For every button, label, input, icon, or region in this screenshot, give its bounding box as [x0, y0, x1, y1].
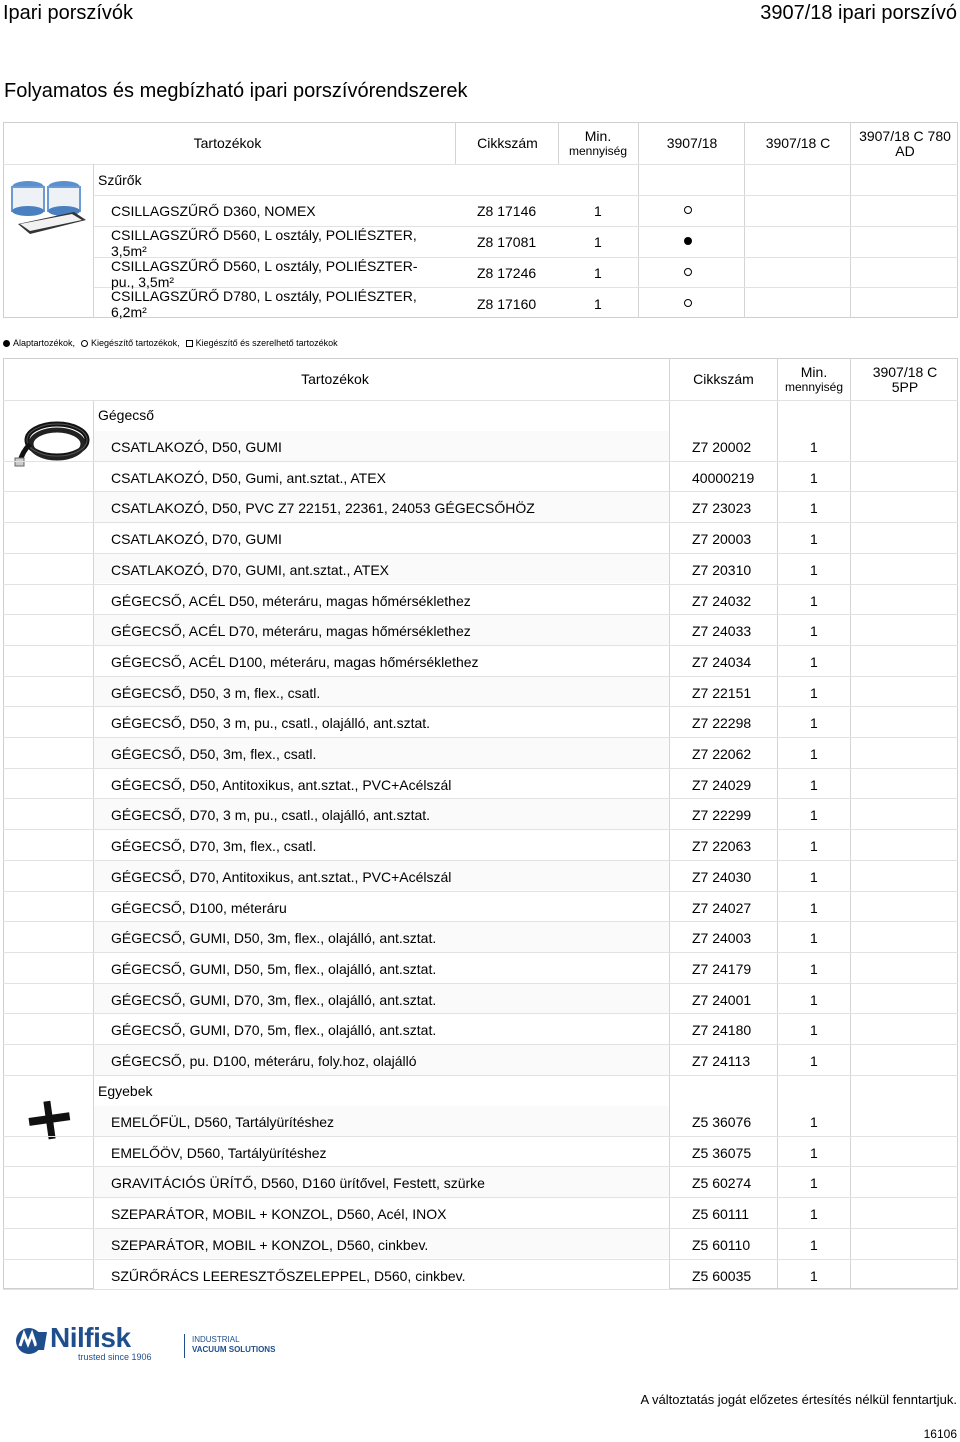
accessory-name: GÉGECSŐ, D50, 3 m, pu., csatl., olajálló, ant.sztat. [111, 715, 431, 732]
model-line2: 5PP [891, 379, 919, 395]
accessory-qty: 1 [810, 561, 818, 578]
filter-row-2-name [111, 227, 417, 259]
accessory-name: CSATLAKOZÓ, D50, PVC Z7 22151, 22361, 24053 GÉGECSŐHÖZ [111, 500, 535, 517]
row-divider [3, 1075, 958, 1076]
accessory-name: SZŰRŐRÁCS LEERESZTŐSZELEPPEL, D560, cinkbev. [111, 1267, 466, 1284]
filter-row-4-qty: 1 [594, 296, 602, 312]
model-3-line1: 3907/18 C 780 [859, 128, 951, 144]
accessory-code: Z7 24033 [692, 623, 752, 640]
accessory-name: GÉGECSŐ, GUMI, D50, 3m, flex., olajálló, ant.sztat. [111, 930, 437, 947]
division-line2: VACUUM SOLUTIONS [192, 1345, 276, 1354]
optional-marker [684, 206, 692, 214]
filter-row-1-code: Z8 17146 [477, 203, 537, 219]
brand-tagline: trusted since 1906 [78, 1352, 152, 1362]
accessory-qty: 1 [810, 1114, 818, 1130]
accessory-name: SZEPARÁTOR, MOBIL + KONZOL, D560, Acél, INOX [111, 1206, 447, 1223]
accessory-qty: 1 [810, 653, 818, 670]
col-header-min [560, 129, 636, 159]
accessory-name: GRAVITÁCIÓS ÜRÍTŐ, D560, D160 ürítővel, Festett, szürke [111, 1175, 485, 1192]
col-header-code: Cikkszám [477, 135, 538, 151]
accessory-code: Z7 22062 [692, 746, 752, 762]
col-divider [558, 122, 559, 164]
accessory-code: Z7 24003 [692, 930, 752, 947]
accessory-name: GÉGECSŐ, GUMI, D70, 5m, flex., olajálló, ant.sztat. [111, 1022, 437, 1039]
accessory-code: Z5 36075 [692, 1144, 752, 1161]
standard-legend-icon [3, 340, 10, 347]
accessory-name: GÉGECSŐ, D50, Antitoxikus, ant.sztat., PVC+Acélszál [111, 776, 452, 793]
col-header-model-1: 3907/18 [666, 135, 718, 151]
col-divider [93, 164, 94, 318]
header-product: 3907/18 ipari porszívó [760, 2, 957, 24]
accessory-qty: 1 [810, 807, 818, 824]
accessory-qty: 1 [810, 1236, 818, 1253]
filter-row-1-qty: 1 [594, 203, 602, 219]
accessory-name: GÉGECSŐ, pu. D100, méteráru, foly.hoz, olajálló [111, 1053, 417, 1069]
accessory-qty: 1 [810, 776, 818, 793]
accessory-name: CSATLAKOZÓ, D70, GUMI, ant.sztat., ATEX [111, 561, 390, 578]
group-label-filters: Szűrők [98, 172, 142, 188]
accessory-qty: 1 [810, 439, 818, 455]
filter-row-3-name [111, 258, 418, 290]
filter-row-4-name [111, 288, 417, 320]
col-header-accessory: Tartozékok [193, 135, 262, 151]
accessory-name: CSATLAKOZÓ, D70, GUMI [111, 531, 282, 548]
model-line1: 3907/18 C [872, 364, 938, 380]
filter-row-3-name-line1: CSILLAGSZŰRŐ D560, L osztály, POLIÉSZTER- [111, 258, 418, 274]
accessory-qty: 1 [810, 838, 818, 855]
accessory-name: CSATLAKOZÓ, D50, Gumi, ant.sztat., ATEX [111, 469, 386, 486]
min-line2: mennyiség [568, 144, 628, 158]
page-subtitle: Folyamatos és megbízható ipari porszívórendszerek [4, 80, 468, 102]
page-header [0, 0, 960, 28]
accessory-name: CSATLAKOZÓ, D50, GUMI [111, 439, 282, 455]
row-divider [3, 400, 958, 401]
accessory-code: Z7 20310 [692, 561, 752, 578]
header-category: Ipari porszívók [3, 2, 134, 24]
accessory-qty: 1 [810, 746, 818, 762]
filter-row-3-qty: 1 [594, 265, 602, 281]
col-header-model-3 [852, 129, 958, 159]
col-header-accessory: Tartozékok [301, 371, 369, 387]
legend-fitted: Kiegészítő és szerelhető tartozékok [195, 338, 338, 348]
optional-marker [684, 299, 692, 307]
col-divider [850, 122, 851, 318]
col-divider [638, 122, 639, 318]
accessory-name: GÉGECSŐ, GUMI, D70, 3m, flex., olajálló, ant.sztat. [111, 991, 437, 1008]
accessory-name: GÉGECSŐ, D50, 3 m, flex., csatl. [111, 684, 321, 701]
min-line2: mennyiség [784, 380, 844, 394]
accessory-qty: 1 [810, 1022, 818, 1039]
legend-optional: Kiegészítő tartozékok, [91, 338, 180, 348]
filter-row-1-name: CSILLAGSZŰRŐ D360, NOMEX [111, 203, 316, 219]
col-header-model [852, 365, 958, 395]
accessory-code: Z5 60111 [692, 1206, 750, 1223]
col-divider [744, 122, 745, 318]
accessory-name: GÉGECSŐ, ACÉL D70, méteráru, magas hőmérséklethez [111, 623, 471, 640]
col-divider [455, 122, 456, 164]
accessory-qty: 1 [810, 960, 818, 977]
accessory-code: Z7 22063 [692, 838, 752, 855]
disclaimer: A változtatás jogát előzetes értesítés nélkül fenntartjuk. [640, 1392, 957, 1407]
accessory-qty: 1 [810, 592, 818, 609]
filter-row-4-name-line1: CSILLAGSZŰRŐ D780, L osztály, POLIÉSZTER, [111, 288, 417, 304]
accessory-name: SZEPARÁTOR, MOBIL + KONZOL, D560, cinkbev. [111, 1236, 429, 1253]
accessory-qty: 1 [810, 531, 818, 548]
accessory-code: Z7 24179 [692, 960, 752, 977]
accessory-qty: 1 [810, 623, 818, 640]
accessory-name: EMELŐFÜL, D560, Tartályürítéshez [111, 1114, 335, 1130]
group-label-misc: Egyebek [98, 1083, 153, 1099]
legend [3, 337, 338, 349]
accessory-code: Z7 24034 [692, 653, 752, 670]
accessory-code: 40000219 [692, 469, 755, 486]
accessory-name: GÉGECSŐ, D70, Antitoxikus, ant.sztat., PVC+Acélszál [111, 868, 452, 885]
brand-name: Nilfisk [50, 1322, 131, 1353]
col-header-code: Cikkszám [693, 371, 754, 387]
filter-product-image [8, 174, 92, 248]
accessory-qty: 1 [810, 1206, 818, 1223]
accessory-name: GÉGECSŐ, D50, 3m, flex., csatl. [111, 746, 317, 762]
accessory-code: Z5 60274 [692, 1175, 752, 1192]
accessory-code: Z7 24001 [692, 991, 752, 1008]
nilfisk-emblem-icon [14, 1326, 50, 1356]
row-divider [3, 164, 958, 165]
accessory-code: Z7 23023 [692, 500, 752, 517]
group-label-hoses: Gégecső [98, 407, 155, 423]
accessory-name: GÉGECSŐ, D70, 3m, flex., csatl. [111, 838, 317, 855]
accessory-code: Z7 24030 [692, 868, 752, 885]
accessory-code: Z7 22151 [692, 684, 752, 701]
accessory-code: Z5 36076 [692, 1114, 752, 1130]
filter-row-2-name-line1: CSILLAGSZŰRŐ D560, L osztály, POLIÉSZTER, [111, 227, 417, 243]
accessory-qty: 1 [810, 469, 818, 486]
accessory-qty: 1 [810, 1175, 818, 1192]
accessory-code: Z7 24180 [692, 1022, 752, 1039]
filter-row-2-qty: 1 [594, 234, 602, 250]
standard-marker [684, 237, 692, 245]
optional-marker [684, 268, 692, 276]
row-divider [3, 1289, 958, 1290]
accessory-code: Z5 60035 [692, 1267, 752, 1284]
accessory-code: Z7 24032 [692, 592, 752, 609]
legend-standard: Alaptartozékok, [13, 338, 76, 348]
col-divider [777, 358, 778, 1289]
col-divider [850, 358, 851, 1289]
col-header-model-2: 3907/18 C [765, 135, 831, 151]
accessory-qty: 1 [810, 930, 818, 947]
filter-row-2-name-line2: 3,5m² [111, 243, 147, 259]
accessory-qty: 1 [810, 500, 818, 517]
logo-divider [184, 1334, 185, 1358]
division-line1: INDUSTRIAL [192, 1335, 240, 1344]
accessory-name: GÉGECSŐ, D70, 3 m, pu., csatl., olajálló, ant.sztat. [111, 807, 431, 824]
accessory-code: Z7 24029 [692, 776, 752, 793]
filter-row-4-name-line2: 6,2m² [111, 304, 147, 320]
col-divider [669, 358, 670, 1289]
filter-row-3-name-line2: pu., 3,5m² [111, 274, 175, 290]
filter-row-4-code: Z8 17160 [477, 296, 537, 312]
accessory-qty: 1 [810, 991, 818, 1008]
accessory-name: GÉGECSŐ, ACÉL D50, méteráru, magas hőmérséklethez [111, 592, 471, 609]
accessory-code: Z7 20002 [692, 439, 752, 455]
min-line1: Min. [800, 364, 828, 380]
filter-row-3-code: Z8 17246 [477, 265, 537, 281]
accessory-name: GÉGECSŐ, D100, méteráru [111, 899, 287, 916]
accessory-name: GÉGECSŐ, GUMI, D50, 5m, flex., olajálló, ant.sztat. [111, 960, 437, 977]
page-number: 16106 [923, 1427, 957, 1441]
accessory-qty: 1 [810, 715, 818, 732]
accessory-code: Z7 24027 [692, 899, 752, 916]
accessory-qty: 1 [810, 684, 818, 701]
accessory-code: Z7 24113 [692, 1053, 751, 1069]
accessory-qty: 1 [810, 899, 818, 916]
accessory-qty: 1 [810, 1144, 818, 1161]
nilfisk-logo [14, 1322, 294, 1366]
accessory-qty: 1 [810, 1053, 818, 1069]
accessory-name: GÉGECSŐ, ACÉL D100, méteráru, magas hőmérséklethez [111, 653, 479, 670]
optional-legend-icon [81, 340, 88, 347]
col-header-min [779, 365, 849, 395]
division-label [192, 1335, 275, 1355]
filter-row-2-code: Z8 17081 [477, 234, 537, 250]
min-line1: Min. [584, 128, 612, 144]
accessory-qty: 1 [810, 868, 818, 885]
accessory-qty: 1 [810, 1267, 818, 1284]
accessory-code: Z7 22298 [692, 715, 752, 732]
accessory-code: Z5 60110 [692, 1236, 751, 1253]
accessory-code: Z7 20003 [692, 531, 752, 548]
accessory-code: Z7 22299 [692, 807, 752, 824]
fitted-legend-icon [186, 340, 193, 347]
model-3-line2: AD [895, 143, 915, 159]
accessory-name: EMELŐÖV, D560, Tartályürítéshez [111, 1144, 327, 1161]
